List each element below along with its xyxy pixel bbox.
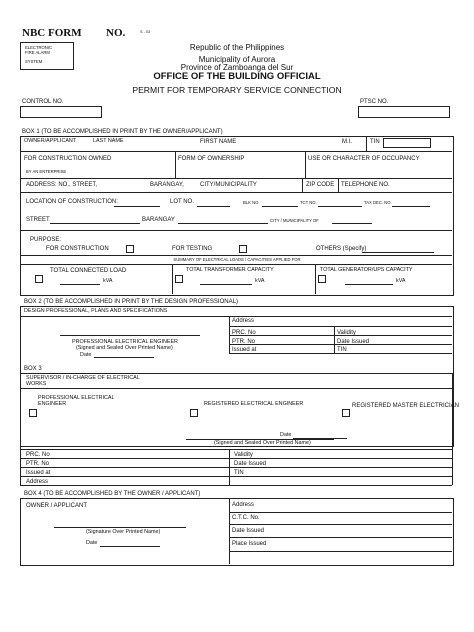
box3-pee-checkbox[interactable] bbox=[29, 409, 37, 417]
total-generator-label: TOTAL GENERATOR/UPS CAPACITY bbox=[320, 267, 413, 273]
total-connected-checkbox[interactable] bbox=[35, 275, 43, 283]
for-testing-checkbox[interactable] bbox=[239, 245, 247, 253]
box4-title: BOX 4 (TO BE ACCOMPLISHED BY THE OWNER / APPLICANT) bbox=[24, 491, 201, 497]
location-label: LOCATION OF CONSTRUCTION: bbox=[26, 199, 118, 205]
box3-date-label: Date bbox=[280, 432, 292, 438]
box3-address-label: Address bbox=[26, 479, 49, 485]
system-box-line: FIRE ALARM bbox=[25, 50, 50, 55]
telephone-label: TELEPHONE NO. bbox=[341, 182, 390, 188]
box3-date-issued-label: Date Issued bbox=[234, 461, 267, 467]
system-box-line: ELECTRONIC bbox=[25, 45, 52, 50]
box3-title: BOX 3 bbox=[24, 366, 42, 372]
box4-place-issued-label: Place Issued bbox=[232, 541, 267, 547]
box2-signed-label: (Signed and Sealed Over Printed Name) bbox=[76, 345, 173, 351]
total-transformer-checkbox[interactable] bbox=[175, 275, 183, 283]
box2-date-issued-label: Date Issued bbox=[337, 339, 370, 345]
kva-unit: kVA bbox=[396, 278, 406, 284]
ptsc-no-label: PTSC NO. bbox=[360, 99, 389, 105]
box2-prc-label: PRC. No bbox=[232, 330, 256, 336]
box2-title: BOX 2 (TO BE ACCOMPLISHED IN PRINT BY THE DESIGN PROFESSIONAL) bbox=[24, 299, 238, 305]
address-label: ADDRESS: NO., STREET, bbox=[26, 182, 98, 188]
system-box-line: SYSTEM bbox=[25, 59, 43, 64]
box3-signed-label: (Signed and Sealed Over Printed Name) bbox=[214, 440, 311, 446]
permit-title: PERMIT FOR TEMPORARY SERVICE CONNECTION bbox=[132, 85, 342, 95]
tin-field[interactable] bbox=[383, 138, 431, 148]
mi-label: M.I. bbox=[342, 139, 352, 145]
form-of-ownership-label: FORM OF OWNERSHIP bbox=[178, 156, 245, 162]
kva-unit: kVA bbox=[255, 278, 265, 284]
republic-line: Republic of the Philippines bbox=[189, 43, 285, 52]
box2-issued-at-label: Issued at bbox=[232, 347, 257, 353]
box2-tin-label: TIN bbox=[337, 347, 347, 353]
city-of-label: CITY / MUNICIPALITY OF bbox=[270, 218, 319, 223]
box3-pee-label: PROFESSIONAL ELECTRICAL bbox=[38, 395, 115, 401]
box3-ptr-label: PTR. No bbox=[26, 461, 50, 467]
total-generator-checkbox[interactable] bbox=[318, 275, 326, 283]
box4-date-label: Date bbox=[86, 540, 98, 546]
barangay-label: BARANGAY, bbox=[150, 182, 184, 188]
box4-owner-label: OWNER / APPLICANT bbox=[26, 503, 88, 509]
by-enterprise-label: BY AN ENTERPRISE bbox=[26, 169, 67, 174]
control-no-label: CONTROL NO. bbox=[22, 99, 64, 105]
design-prof-label: DESIGN PROFESSIONAL, PLANS AND SPECIFICATIONS bbox=[24, 308, 168, 314]
box4-date-issued-label: Date Issued bbox=[232, 528, 265, 534]
last-name-label: LAST NAME bbox=[93, 138, 124, 144]
for-testing-label: FOR TESTING bbox=[172, 246, 213, 252]
form-no-label: NO. bbox=[106, 27, 126, 39]
box3-validity-label: Validity bbox=[234, 452, 253, 458]
use-or-character-label: USE OR CHARACTER OF OCCUPANCY bbox=[308, 156, 420, 162]
first-name-label: FIRST NAME bbox=[200, 139, 237, 145]
kva-unit: kVA bbox=[103, 278, 113, 284]
tct-no-label: TCT NO. bbox=[300, 200, 317, 205]
zip-label: ZIP CODE bbox=[306, 182, 335, 188]
for-construction-checkbox[interactable] bbox=[126, 245, 134, 253]
box3-ree-label: REGISTERED ELECTRICAL ENGINEER bbox=[204, 401, 304, 407]
supervisor-label: WORKS bbox=[26, 381, 47, 387]
tax-dec-label: TAX DEC. NO. bbox=[364, 200, 392, 205]
municipality-line: Municipality of Aurora bbox=[198, 55, 276, 64]
purpose-label: PURPOSE: bbox=[30, 237, 62, 243]
form-code: S - 03 bbox=[140, 30, 151, 34]
blk-no-label: BLK NO. bbox=[243, 200, 260, 205]
box4-signature-label: (Signature Over Printed Name) bbox=[86, 529, 161, 535]
for-construction-label: FOR CONSTRUCTION bbox=[46, 246, 109, 252]
supervisor-label: SUPERVISOR / IN-CHARGE OF ELECTRICAL bbox=[26, 375, 140, 381]
box3-rme-label: REGISTERED MASTER ELECTRICIAN bbox=[352, 403, 460, 409]
total-connected-label: TOTAL CONNECTED LOAD bbox=[50, 268, 127, 274]
others-label: OTHERS (Specify) bbox=[316, 246, 367, 252]
form-label: NBC FORM bbox=[22, 27, 82, 39]
box4-ctc-label: C.T.C. No. bbox=[232, 515, 260, 521]
box3-issued-at-label: Issued at bbox=[26, 470, 51, 476]
box3-ree-checkbox[interactable] bbox=[190, 409, 198, 417]
for-construction-owned-label: FOR CONSTRUCTION OWNED bbox=[24, 156, 112, 162]
summary-label: SUMMARY OF ELECTRICAL LOADS / CAPACITIES APPLIED FOR bbox=[173, 257, 301, 262]
lot-no-label: LOT NO. bbox=[170, 199, 194, 205]
box3-prc-label: PRC. No bbox=[26, 452, 50, 458]
box3-pee-label: ENGINEER bbox=[38, 401, 67, 407]
street-label: STREET bbox=[26, 217, 50, 223]
box3-tin-label: TIN bbox=[234, 470, 244, 476]
total-transformer-label: TOTAL TRANSFORMER CAPACITY bbox=[186, 267, 274, 273]
box4-address-label: Address bbox=[232, 502, 255, 508]
province-line: Province of Zamboanga del Sur bbox=[180, 63, 294, 72]
city-label: CITY/MUNICIPALITY bbox=[200, 182, 257, 188]
box2-ptr-label: PTR. No bbox=[232, 339, 256, 345]
box2-address-label: Address bbox=[232, 318, 255, 324]
box3-rme-checkbox[interactable] bbox=[342, 409, 350, 417]
box2-pee-label: PROFESSIONAL ELECTRICAL ENGINEER bbox=[72, 339, 178, 345]
control-no-field[interactable] bbox=[20, 106, 102, 118]
ptsc-no-field[interactable] bbox=[358, 106, 450, 118]
box2-validity-label: Validity bbox=[337, 330, 356, 336]
tin-label: TIN bbox=[370, 139, 380, 145]
office-title: OFFICE OF THE BUILDING OFFICIAL bbox=[153, 71, 321, 82]
barangay2-label: BARANGAY bbox=[142, 217, 175, 223]
box2-date-label: Date bbox=[80, 352, 92, 358]
box1-title: BOX 1 (TO BE ACCOMPLISHED IN PRINT BY THE OWNER/APPLICANT) bbox=[22, 129, 223, 135]
owner-applicant-label: OWNER/APPLICANT bbox=[24, 138, 77, 144]
